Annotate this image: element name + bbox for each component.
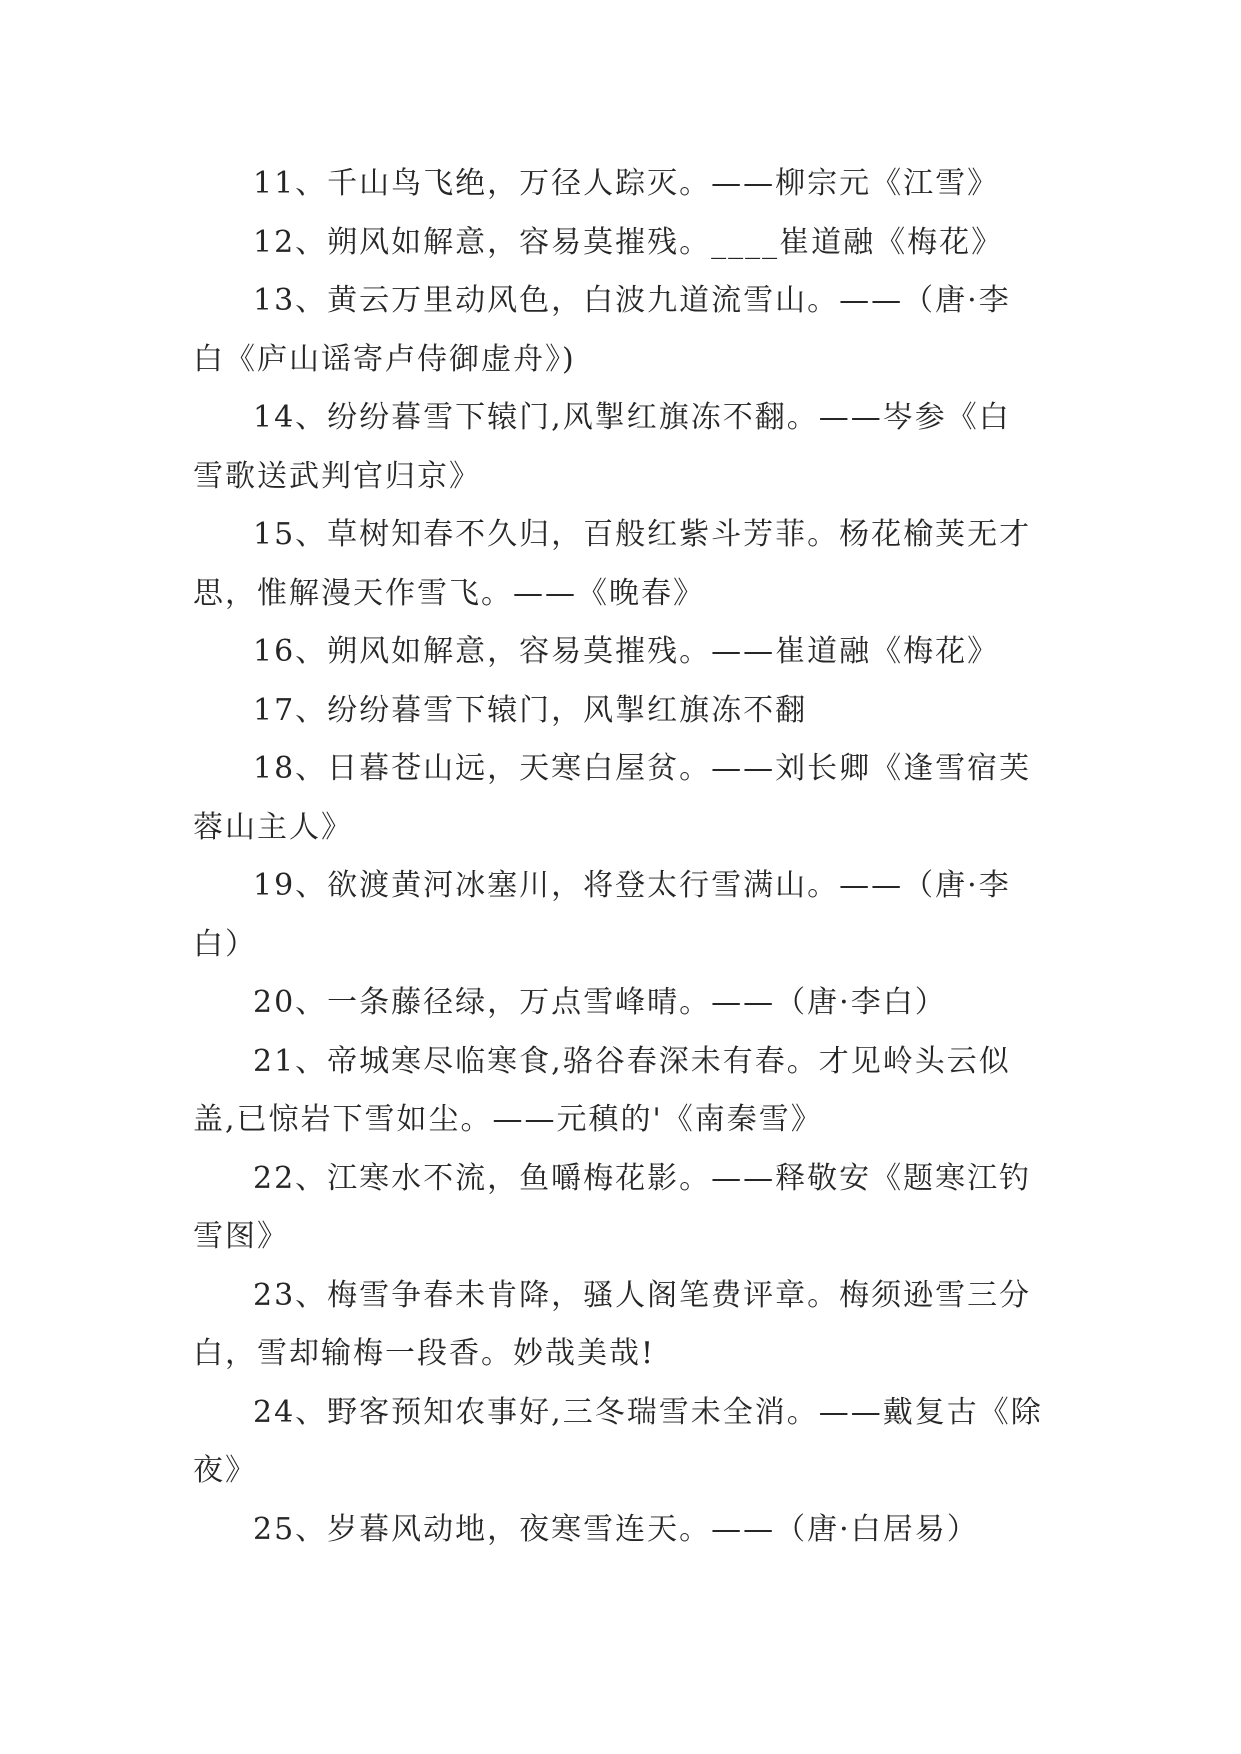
entry-line: 白） [193,926,257,962]
poem-quote-list [193,155,1061,1559]
list-item [193,389,1061,506]
entry-line: 20、一条藤径绿，万点雪峰晴。——（唐·李白） [253,985,947,1020]
entry-line: 21、帝城寒尽临寒食,骆谷春深未有春。才见岭头云似 [253,1043,1011,1079]
entry-line: 17、纷纷暮雪下辕门，风掣红旗冻不翻 [253,692,808,728]
entry-line: 白《庐山谣寄卢侍御虚舟》) [193,341,576,377]
entry-line: 盖,已惊岩下雪如尘。——元稹的'《南秦雪》 [193,1102,823,1137]
entry-line: 22、江寒水不流，鱼嚼梅花影。——释敬安《题寒江钓 [253,1160,1032,1196]
entry-line: 11、千山鸟飞绝，万径人踪灭。——柳宗元《江雪》 [253,166,1000,201]
entry-line: 24、野客预知农事好,三冬瑞雪未全消。——戴复古《除 [253,1394,1043,1430]
list-item [193,506,1061,623]
list-item [193,740,1061,857]
entry-line: 思，惟解漫天作雪飞。——《晚春》 [193,575,705,611]
list-item [193,1150,1061,1267]
list-item [193,623,1061,682]
entry-line: 14、纷纷暮雪下辕门,风掣红旗冻不翻。——岑参《白 [253,400,1011,435]
entry-line: 16、朔风如解意，容易莫摧残。——崔道融《梅花》 [253,634,1000,669]
entry-line: 雪歌送武判官归京》 [193,458,481,494]
entry-line: 23、梅雪争春未肯降，骚人阁笔费评章。梅须逊雪三分 [253,1277,1032,1313]
list-item [193,1384,1061,1501]
list-item [193,857,1061,974]
entry-line: 15、草树知春不久归，百般红紫斗芳菲。杨花榆荚无才 [253,517,1032,552]
entry-line: 雪图》 [193,1219,289,1254]
list-item [193,682,1061,741]
entry-line: 13、黄云万里动风色，白波九道流雪山。——（唐·李 [253,283,1011,318]
list-item [193,974,1061,1033]
entry-line: 蓉山主人》 [193,809,353,845]
list-item [193,1033,1061,1150]
entry-line: 12、朔风如解意，容易莫摧残。____崔道融《梅花》 [253,224,1004,260]
list-item [193,1501,1061,1560]
entry-line: 25、岁暮风动地，夜寒雪连天。——（唐·白居易） [253,1511,979,1547]
entry-line: 18、日暮苍山远，天寒白屋贫。——刘长卿《逢雪宿芙 [253,751,1032,786]
list-item [193,214,1061,273]
entry-line: 19、欲渡黄河冰塞川，将登太行雪满山。——（唐·李 [253,868,1011,903]
list-item [193,155,1061,214]
list-item [193,1267,1061,1384]
entry-line: 白，雪却输梅一段香。妙哉美哉! [193,1336,656,1371]
list-item [193,272,1061,389]
entry-line: 夜》 [193,1453,257,1488]
